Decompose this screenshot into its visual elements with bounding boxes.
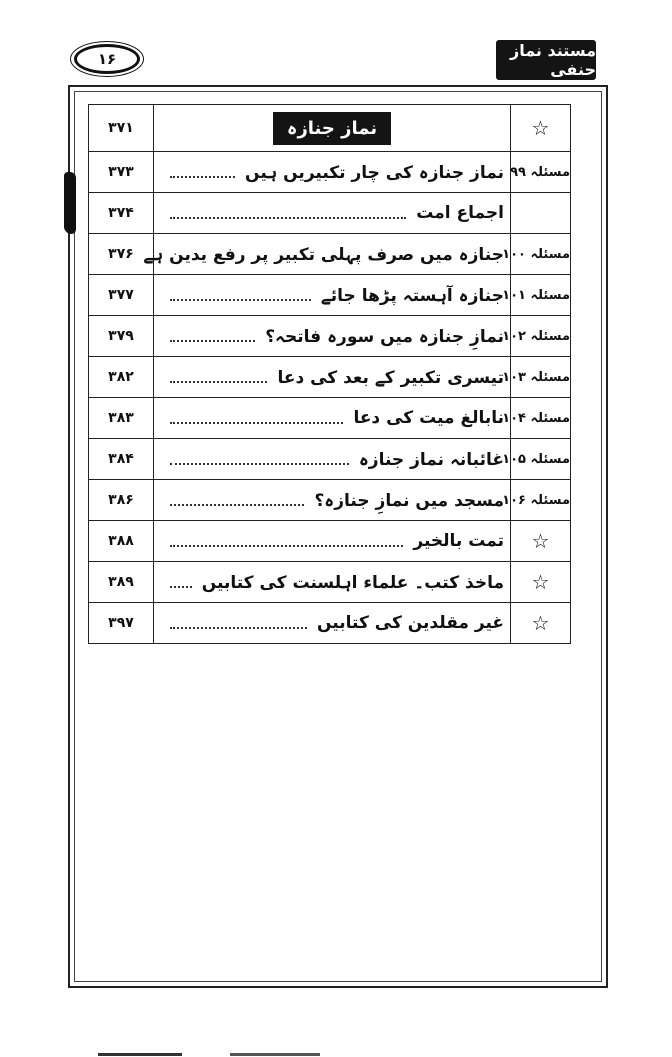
entry-marker: مسئلہ ۱۰۱	[511, 275, 571, 316]
dot-leader	[170, 340, 255, 342]
section-title: نماز جنازہ	[273, 112, 391, 145]
entry-page: ۳۷۳	[89, 152, 154, 193]
entry-marker: مسئلہ ۹۹	[511, 152, 571, 193]
toc-row	[89, 152, 571, 193]
entry-title: تیسری تکبیر کے بعد کی دعا	[277, 367, 504, 388]
toc-row	[89, 234, 571, 275]
book-title: مستند نماز حنفی	[496, 40, 596, 80]
entry-title: ماخذ کتب۔ علماء اہلسنت کی کتابیں	[201, 572, 504, 593]
dot-leader	[170, 422, 343, 424]
toc-row	[89, 480, 571, 521]
dot-leader	[170, 586, 192, 588]
footer-rule	[230, 1053, 320, 1056]
entry-marker: مسئلہ ۱۰۲	[511, 316, 571, 357]
toc-row	[89, 603, 571, 644]
footer-rule	[98, 1053, 182, 1056]
entry-marker: مسئلہ ۱۰۰	[511, 234, 571, 275]
entry-page: ۳۸۹	[89, 562, 154, 603]
page-number: ۱۶	[74, 44, 140, 74]
toc-row	[89, 316, 571, 357]
toc-row	[89, 439, 571, 480]
entry-marker: مسئلہ ۱۰۶	[511, 480, 571, 521]
section-title-cell	[154, 105, 511, 152]
entry-title: نمازِ جنازہ میں سورہ فاتحہ؟	[265, 326, 504, 347]
star-icon: ☆	[531, 115, 550, 140]
entry-title: نماز جنازہ کی چار تکبیریں ہیں	[245, 162, 504, 183]
section-heading-row	[89, 105, 571, 152]
toc-row	[89, 357, 571, 398]
toc-row	[89, 521, 571, 562]
entry-page: ۳۷۷	[89, 275, 154, 316]
star-icon: ☆	[531, 528, 550, 553]
star-icon: ☆	[531, 610, 550, 635]
toc-row	[89, 193, 571, 234]
entry-title: تمت بالخیر	[413, 531, 504, 551]
entry-page: ۳۸۲	[89, 357, 154, 398]
dot-leader	[170, 545, 403, 547]
entry-title: غائبانہ نماز جنازہ	[358, 449, 504, 470]
entry-title: مسجد میں نمازِ جنازہ؟	[314, 490, 504, 511]
dot-leader	[170, 504, 304, 506]
section-page: ۳۷۱	[89, 105, 154, 152]
entry-title: نابالغ میت کی دعا	[353, 408, 504, 428]
dot-leader	[170, 627, 307, 629]
toc-row	[89, 562, 571, 603]
table-of-contents	[88, 104, 571, 644]
toc-row	[89, 275, 571, 316]
entry-page: ۳۸۶	[89, 480, 154, 521]
entry-title: اجماع امت	[416, 203, 504, 223]
scan-binding-mark	[64, 172, 76, 234]
entry-title: جنازہ آہستہ پڑھا جائے	[320, 285, 504, 306]
entry-page: ۳۸۸	[89, 521, 154, 562]
dot-leader	[170, 463, 349, 465]
entry-marker: مسئلہ ۱۰۴	[511, 398, 571, 439]
entry-page: ۳۸۴	[89, 439, 154, 480]
toc-row	[89, 398, 571, 439]
dot-leader	[170, 176, 235, 178]
dot-leader	[170, 217, 406, 219]
dot-leader	[170, 299, 311, 301]
section-marker	[511, 105, 571, 152]
entry-title: غیر مقلدین کی کتابیں	[317, 613, 504, 633]
entry-page: ۳۹۷	[89, 603, 154, 644]
dot-leader	[170, 381, 267, 383]
entry-page: ۳۷۹	[89, 316, 154, 357]
entry-page: ۳۸۳	[89, 398, 154, 439]
entry-page: ۳۷۴	[89, 193, 154, 234]
entry-marker: مسئلہ ۱۰۳	[511, 357, 571, 398]
entry-title: جنازہ میں صرف پہلی تکبیر پر رفع یدین ہے	[143, 244, 504, 265]
star-icon: ☆	[531, 569, 550, 594]
entry-marker	[511, 193, 571, 234]
entry-marker: مسئلہ ۱۰۵	[511, 439, 571, 480]
entry-page: ۳۷۶	[89, 234, 154, 275]
